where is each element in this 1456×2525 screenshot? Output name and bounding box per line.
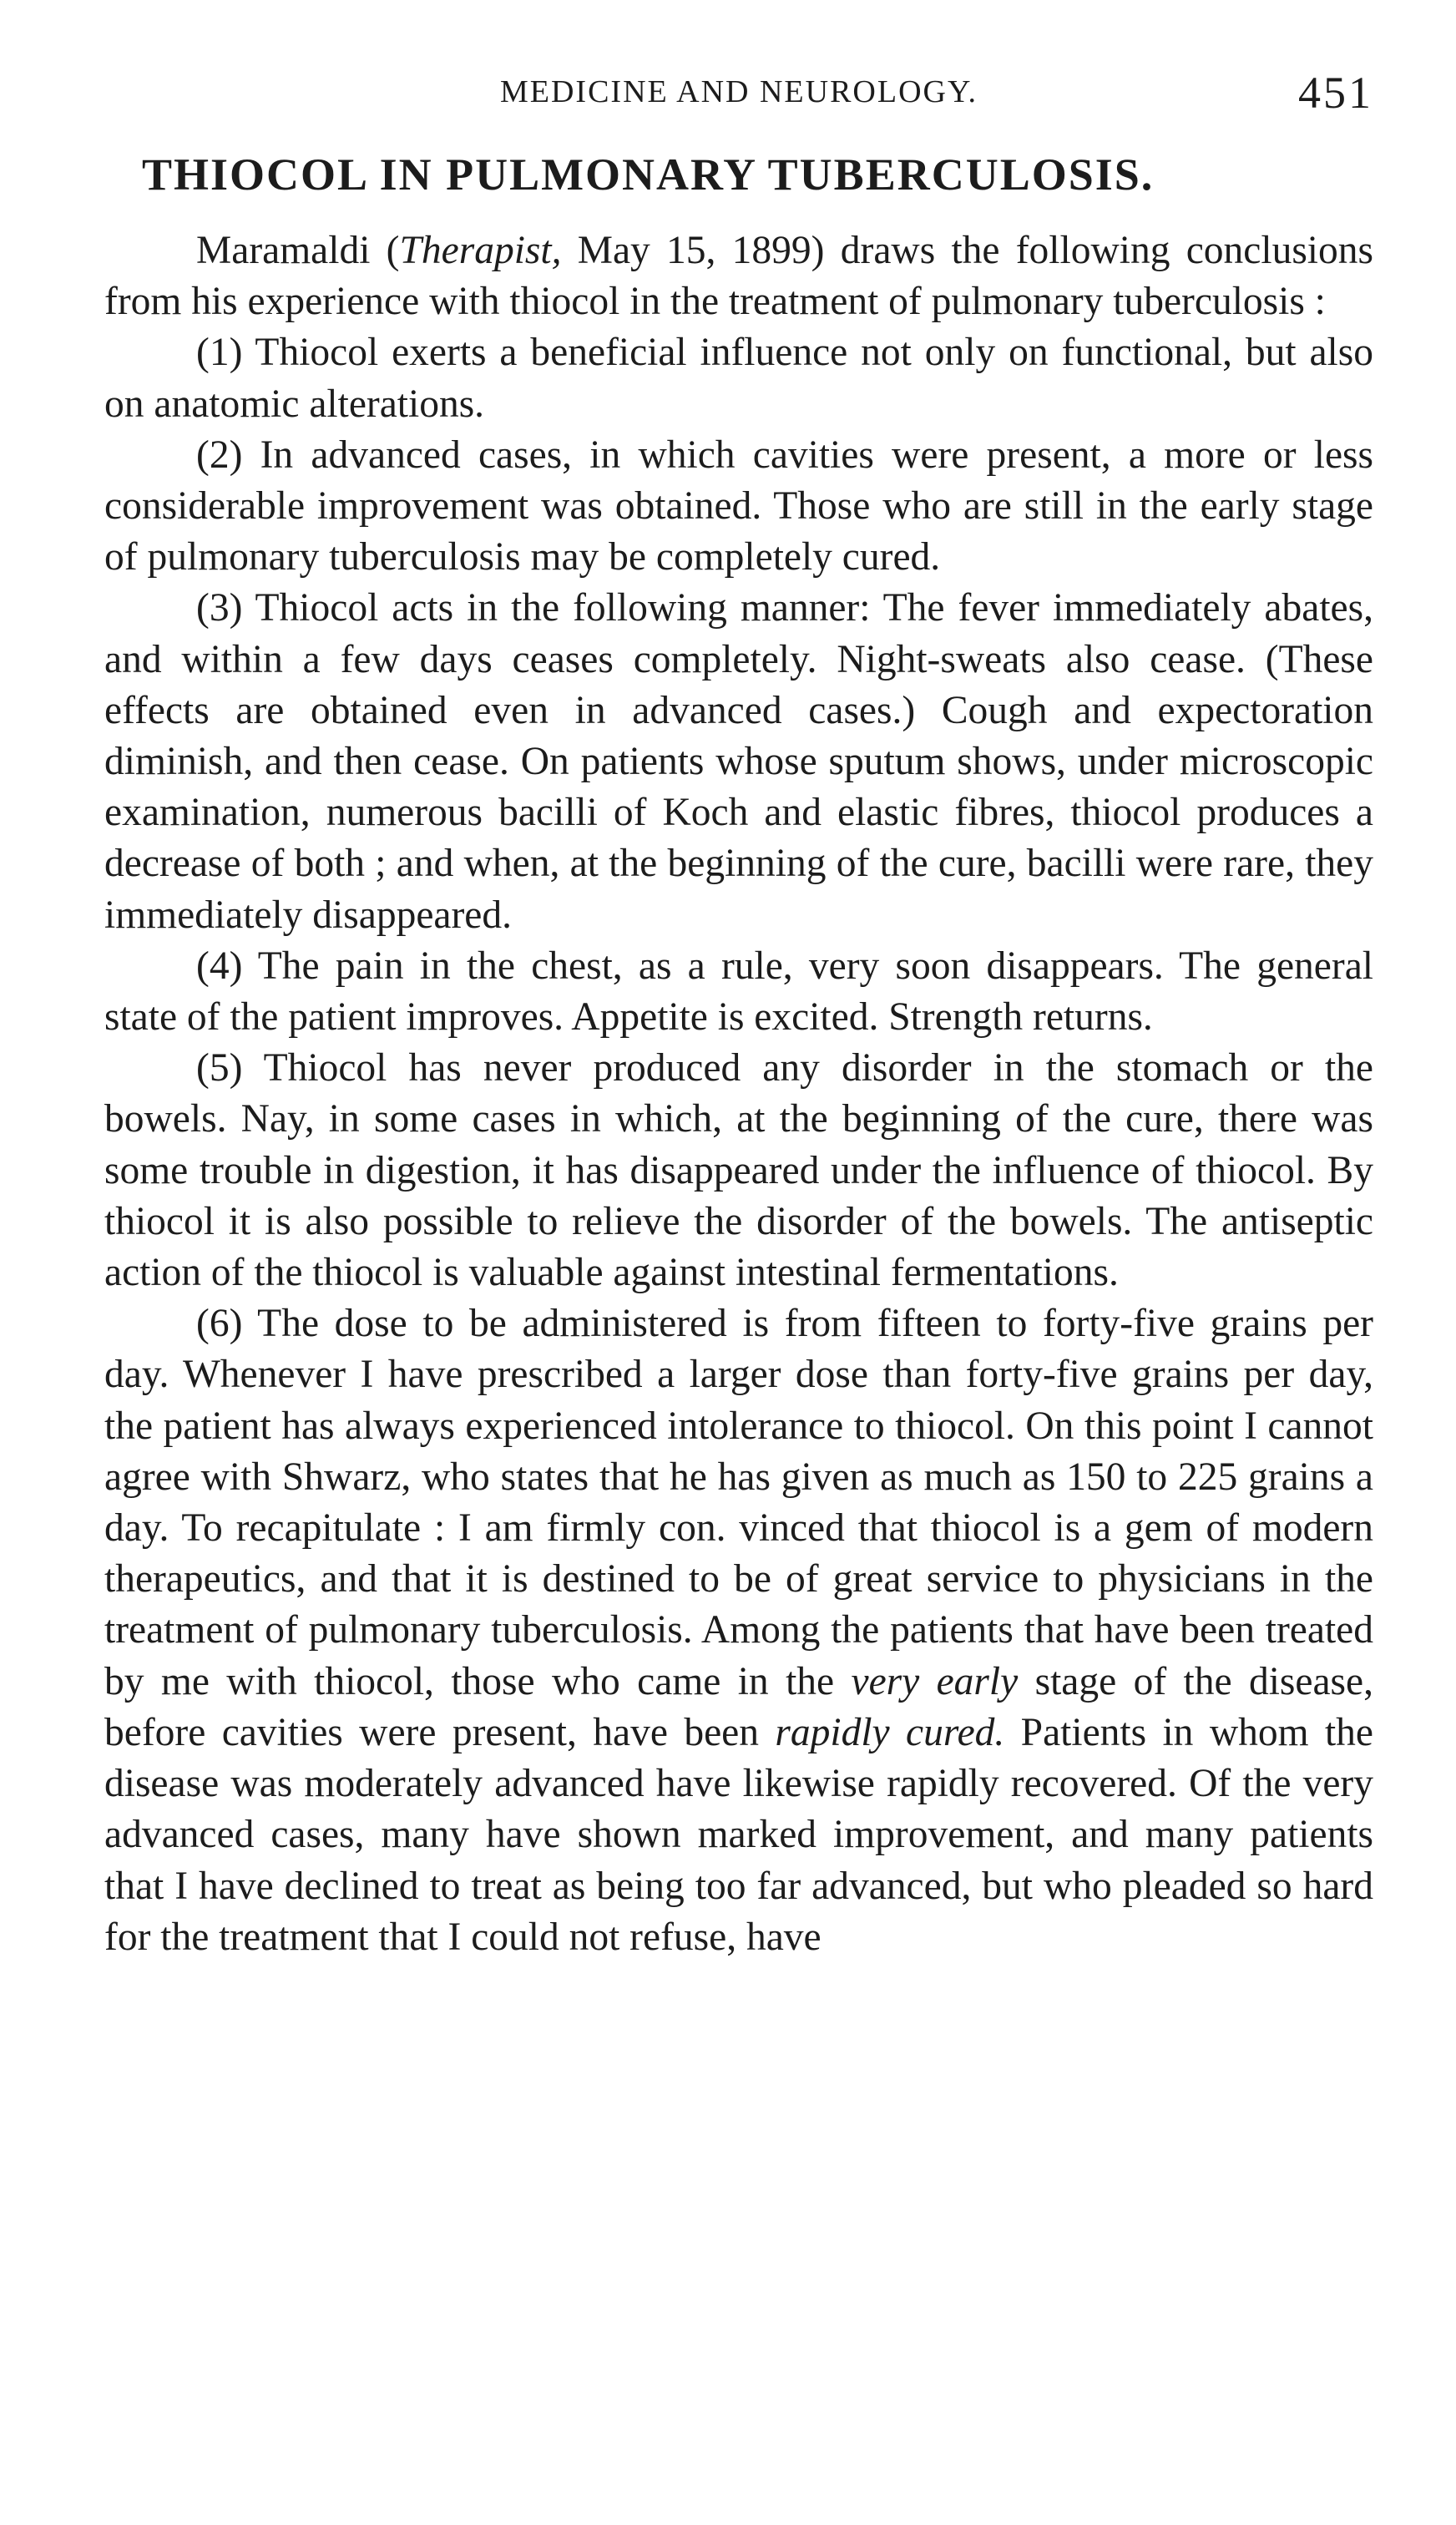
- conclusion-3: (3) Thiocol acts in the following manner: The fever immediately abates, and within a few days ceases completely. Night-sweats also cease. (These effects are obtained even in advanced cases.) Cough and expectoration diminish, and then cease. On patients whose sputum shows, under microscopic examination, numerous bacilli of Koch and elastic fibres, thiocol produces a decrease of both ; and when, at the beginning of the cure, bacilli were rare, they immediately disappeared.: [104, 586, 1373, 937]
- intro-after: May 15, 1899) draws the following conclusions from his experience with thiocol in the treatment of pulmonary tuberculosis :: [104, 229, 1373, 324]
- intro-paragraph: [104, 225, 1373, 327]
- journal-name: Therapist,: [399, 229, 562, 272]
- page-number: 451: [1298, 68, 1373, 118]
- conclusion-2: (2) In advanced cases, in which cavities were present, a more or less considerable improvement was obtained. Those who are still in the early stage of pulmonary tuberculosis may be completely cured.: [104, 433, 1373, 579]
- conclusion-5: (5) Thiocol has never produced any disorder in the stomach or the bowels. Nay, in some cases in which, at the beginning of the cure, there was some trouble in digestion, it has disappeared under the influence of thiocol. By thiocol it is also possible to relieve the disorder of the bowels. The antiseptic action of the thiocol is valuable against intestinal fermentations.: [104, 1046, 1373, 1295]
- emphasis-very-early: very early: [851, 1659, 1019, 1703]
- conclusion-6-part1: (6) The dose to be administered is from fifteen to forty-five grains per day. Whenever I have prescribed a larger dose than forty-five grains per day, the patient has always experienced intolerance to thiocol. On this point I cannot agree with Shwarz, who states that he has given as much as 150 to 225 grains a day. To recapitulate : I am firmly con. vinced that thiocol is a gem of modern therapeutics, and that it is destined to be of great service to physicians in the treatment of pulmonary tuberculosis. Among the patients that have been treated by me with thiocol, those who came in the: [104, 1302, 1373, 1703]
- conclusion-6: [104, 1298, 1373, 1963]
- running-header: [104, 67, 1373, 125]
- conclusion-1: (1) Thiocol exerts a beneficial influence not only on functional, but also on anatomic alterations.: [104, 331, 1373, 426]
- emphasis-rapidly-cured: rapidly cured.: [775, 1710, 1005, 1754]
- conclusion-4: (4) The pain in the chest, as a rule, very soon disappears. The general state of the patient improves. Appetite is excited. Strength returns.: [104, 944, 1373, 1040]
- article-body: [104, 225, 1373, 1963]
- article-title: THIOCOL IN PULMONARY TUBERCULOSIS.: [142, 149, 1155, 200]
- running-title: MEDICINE AND NEUROLOGY.: [499, 74, 978, 109]
- intro-before: Maramaldi (: [196, 229, 400, 272]
- conclusion-6-part2: stage of the disease, before cavities were present, have been: [104, 1659, 1373, 1754]
- conclusion-6-part3: Patients in whom the disease was moderately advanced have likewise rapidly recovered. Of the very advanced cases, many have shown marked improvement, and many patients that I have declined to treat as being too far advanced, but who pleaded so hard for the treatment that I could not refuse, have: [104, 1710, 1373, 1959]
